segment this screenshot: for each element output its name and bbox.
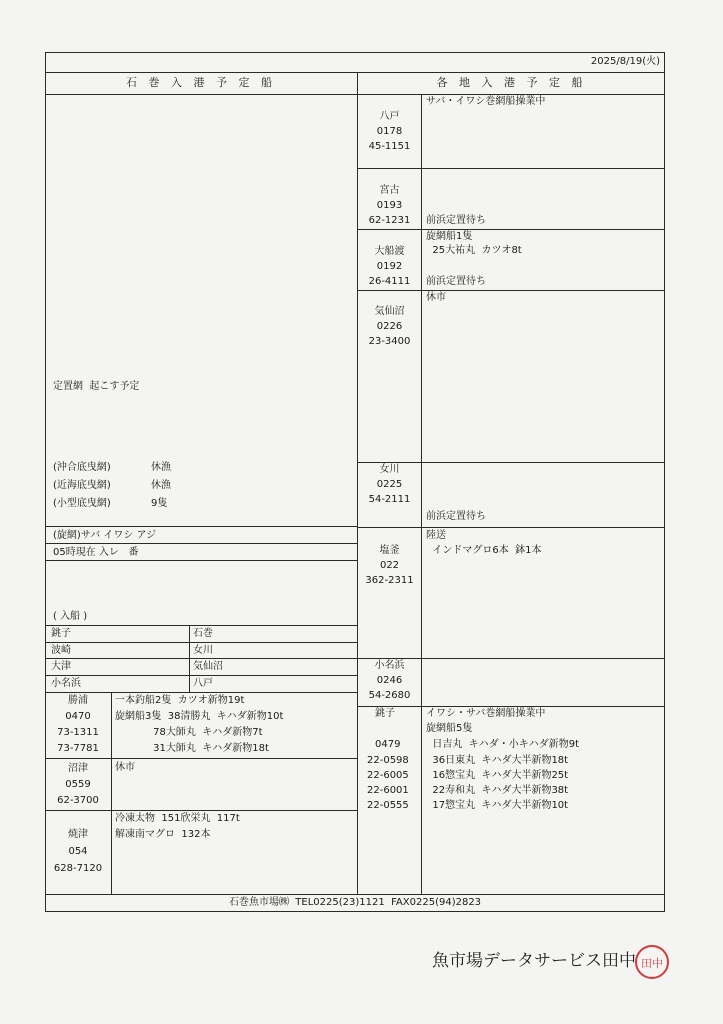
kinkai-label: (近海底曳網) [53,480,111,491]
choshi-tel3: 22-6005 [367,770,409,781]
teichi-note: 定置網 起こす予定 [53,381,140,392]
miyako-note: 前浜定置待ち [426,215,486,226]
market-sheet [45,52,665,912]
tanaka-seal [635,945,669,979]
numazu-line1: 休市 [115,762,135,773]
onahama-tel2: 54-2680 [368,690,411,701]
ofunato-note: 前浜定置待ち [426,276,486,287]
katsuura-tel1: 0470 [65,711,91,722]
footer-contact: 石巻魚市場㈱ TEL0225(23)1121 FAX0225(94)2823 [228,897,482,908]
yaizu-line2: 解凍南マグロ 132本 [115,829,211,840]
choshi-tel4: 22-6001 [367,785,409,796]
hachinohe-tel2: 45-1151 [368,141,411,152]
miyako-name: 宮古 [379,185,400,196]
date-label: 2025/8/19(火) [590,56,660,67]
yaizu-tel1: 054 [68,846,88,857]
yaizu-tel2: 628-7120 [53,863,103,874]
ofunato-line1: 旋網船1隻 [426,231,473,242]
onagawa-tel1: 0225 [376,479,403,490]
choshi-line6: 22寿和丸 キハダ大半新物38t [426,785,569,796]
katsuura-tel3: 73-7781 [57,743,99,754]
seal-text: 田中 [641,957,663,970]
numazu-tel2: 62-3700 [57,795,99,806]
onagawa-name: 女川 [379,464,400,475]
kinkai-value: 休漁 [151,480,171,491]
choshi-line2: 旋網船5隻 [426,723,473,734]
choshi-line5: 16惣宝丸 キハダ大半新物25t [426,770,569,781]
oki-label: (沖合底曳網) [53,462,111,473]
onahama-tel1: 0246 [376,675,403,686]
choshi-name: 銚子 [375,708,395,719]
choshi-tel2: 22-0598 [367,755,409,766]
choshi-tel5: 22-0555 [367,800,409,811]
transfer-to-4: 八戸 [193,678,213,689]
transfer-from-4: 小名浜 [51,678,81,689]
yaizu-name: 焼津 [68,829,88,840]
katsuura-line1: 一本釣船2隻 カツオ新物19t [115,695,245,706]
ofunato-name: 大船渡 [374,246,405,257]
yaizu-line1: 冷凍太物 151欣栄丸 117t [115,813,240,824]
transfer-from-1: 銚子 [51,628,71,639]
hachinohe-note: サバ・イワシ巻網船操業中 [426,96,546,107]
transfer-to-3: 気仙沼 [193,661,223,672]
oki-value: 休漁 [151,462,171,473]
miyako-tel1: 0193 [376,200,403,211]
miyako-tel2: 62-1231 [368,215,411,226]
choshi-line3: 日吉丸 キハダ・小キハダ新物9t [426,739,579,750]
onagawa-note: 前浜定置待ち [426,511,486,522]
makiami-label: (旋網)サバ イワシ アジ [53,530,157,541]
choshi-tel1: 0479 [375,739,401,750]
katsuura-name: 勝浦 [68,695,88,706]
choshi-line4: 36日東丸 キハダ大半新物18t [426,755,569,766]
transfer-from-2: 波崎 [51,645,71,656]
shiogama-line1: 陸送 [426,530,446,541]
arrivals-label: ( 入船 ) [53,611,88,622]
hachinohe-name: 八戸 [379,111,400,122]
katsuura-line2: 旋網船3隻 38清勝丸 キハダ新物10t [115,711,284,722]
shiogama-tel1: 022 [379,560,400,571]
makiami-status: 05時現在 入レ 番 [53,547,139,558]
choshi-line1: イワシ・サバ巻網船操業中 [426,708,546,719]
numazu-name: 沼津 [68,763,88,774]
kesennuma-tel2: 23-3400 [368,336,411,347]
brand-signature: 魚市場データサービス田中 [432,951,636,971]
shiogama-name: 塩釜 [379,545,400,556]
transfer-from-3: 大津 [51,661,71,672]
shiogama-tel2: 362-2311 [365,575,414,586]
numazu-tel1: 0559 [65,779,91,790]
kogata-label: (小型底曳網) [53,498,111,509]
katsuura-line3: 78大師丸 キハダ新物7t [115,727,263,738]
kogata-value: 9隻 [151,498,168,509]
right-header: 各 地 入 港 予 定 船 [436,76,587,89]
ofunato-tel1: 0192 [376,261,403,272]
sheet-frame [45,52,665,912]
kesennuma-tel1: 0226 [376,321,403,332]
left-header: 石 巻 入 港 予 定 船 [126,76,276,89]
choshi-line7: 17惣宝丸 キハダ大半新物10t [426,800,569,811]
kesennuma-line1: 休市 [426,292,446,303]
shiogama-line2: インドマグロ6本 鉢1本 [426,545,542,556]
kesennuma-name: 気仙沼 [374,306,405,317]
hachinohe-tel1: 0178 [376,126,403,137]
transfer-to-2: 女川 [193,645,213,656]
katsuura-line4: 31大師丸 キハダ新物18t [115,743,269,754]
onahama-name: 小名浜 [374,660,405,671]
transfer-to-1: 石巻 [193,628,213,639]
ofunato-line2: 25大祐丸 カツオ8t [426,245,522,256]
onagawa-tel2: 54-2111 [368,494,411,505]
katsuura-tel2: 73-1311 [57,727,99,738]
ofunato-tel2: 26-4111 [368,276,411,287]
